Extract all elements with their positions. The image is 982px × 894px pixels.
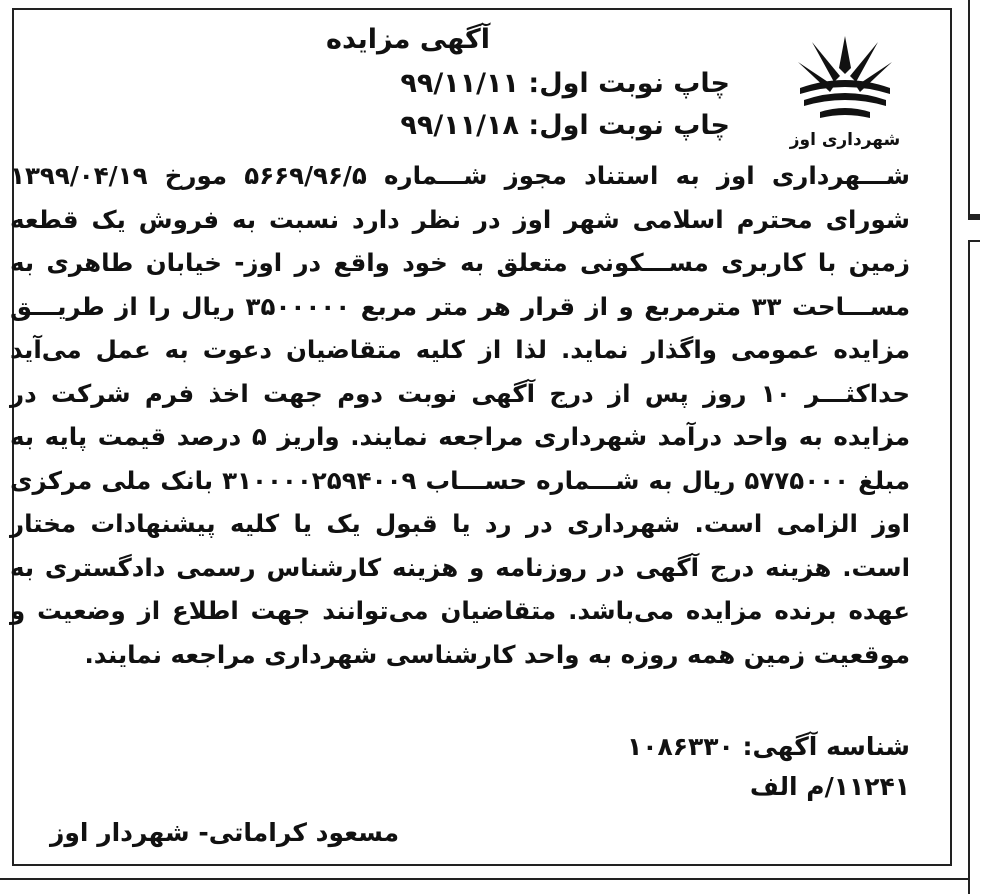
notice-title: آگهی مزایده: [326, 24, 490, 55]
notice-body-paragraph: شـــهرداری اوز به استناد مجوز شـــماره ۵۶۶۹/۹۶/۵ مورخ ۱۳۹۹/۰۴/۱۹ شورای محترم اسلامی شهر اوز در نظر دارد نسبت به فروش یک قطعه زمین با کاربری مســـکونی متعلق به خود واقع در اوز- خیابان طاهری به مســـاحت ۳۳ مترمربع و از قرار هر متر مربع ۳۵۰۰۰۰۰ ریال را از طریـــق مزایده عمومی واگذار نماید. لذا از کلیه متقاضیان دعوت به عمل می‌آید حداکثـــر ۱۰ روز پس از درج آگهی نوبت دوم جهت اخذ فرم شرکت در مزایده به واحد درآمد شهرداری مراجعه نمایند. واریز ۵ درصد قیمت پایه به مبلغ ۵۷۷۵۰۰۰ ریال به شـــماره حســـاب ۳۱۰۰۰۰۲۵۹۴۰۰۹ بانک ملی مرکزی اوز الزامی است. شهرداری در رد یا قبول یک یا کلیه پیشنهادات مختار است. هزینه درج آگهی در روزنامه و هزینه کارشناس رسمی دادگستری به عهده برنده مزایده می‌باشد. متقاضیان می‌توانند جهت اطلاع از وضعیت و موقعیت زمین همه روزه به واحد کارشناسی شهرداری مراجعه نمایند.: [10, 161, 911, 669]
column-divider-top: [968, 0, 980, 220]
page-bottom-rule: [0, 878, 968, 880]
notice-frame: [12, 8, 952, 866]
municipality-logo: [780, 28, 910, 158]
logo-caption: شهرداری اوز: [789, 130, 901, 150]
column-divider-bottom: [968, 240, 980, 894]
notice-body: [10, 154, 910, 676]
print-date-first: چاپ نوبت اول: ۹۹/۱۱/۱۱: [400, 68, 730, 99]
ad-identifier: شناسه آگهی: ۱۰۸۶۳۳۰: [626, 732, 910, 761]
print-date-second: چاپ نوبت اول: ۹۹/۱۱/۱۸: [400, 110, 730, 141]
municipality-emblem-icon: [790, 28, 900, 128]
reference-number: ۱۱۲۴۱/م الف: [749, 772, 910, 801]
mayor-signature: مسعود کراماتی- شهردار اوز: [50, 818, 400, 847]
